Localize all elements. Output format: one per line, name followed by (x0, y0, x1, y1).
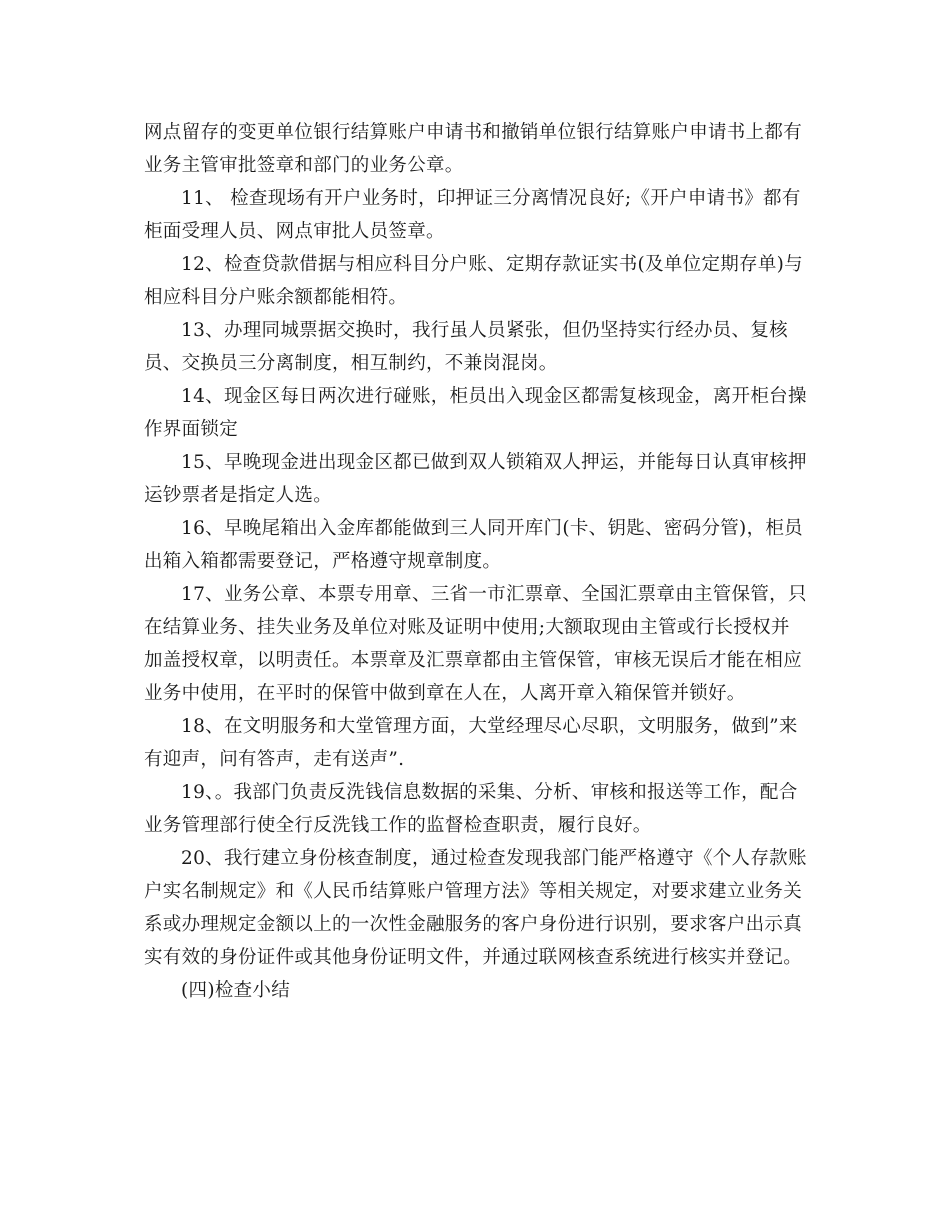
document-body (144, 116, 808, 1007)
paragraph-item-19: 19、。我部门负责反洗钱信息数据的采集、分析、审核和报送等工作，配合业务管理部行使全行反洗钱工作的监督检查职责，履行良好。 (144, 782, 798, 836)
paragraph-continuation: 网点留存的变更单位银行结算账户申请书和撤销单位银行结算账户申请书上都有业务主管审批签章和部门的业务公章。 (144, 122, 803, 176)
section-heading: (四)检查小结 (181, 980, 291, 1001)
paragraph-item-15: 15、早晚现金进出现金区都已做到双人锁箱双人押运，并能每日认真审核押运钞票者是指定人选。 (144, 452, 807, 506)
paragraph-item-11: 11、 检查现场有开户业务时，印押证三分离情况良好;《开户申请书》都有柜面受理人员、网点审批人员签章。 (144, 188, 801, 242)
paragraph-item-13: 13、办理同城票据交换时，我行虽人员紧张，但仍坚持实行经办员、复核员、交换员三分离制度，相互制约，不兼岗混岗。 (144, 320, 788, 374)
paragraph-item-16: 16、早晚尾箱出入金库都能做到三人同开库门(卡、钥匙、密码分管)，柜员出箱入箱都需要登记，严格遵守规章制度。 (144, 518, 803, 572)
paragraph-item-20: 20、我行建立身份核查制度，通过检查发现我部门能严格遵守《个人存款账户实名制规定》和《人民币结算账户管理方法》等相关规定，对要求建立业务关系或办理规定金额以上的一次性金融服务的客户身份进行识别，要求客户出示真实有效的身份证件或其他身份证明文件，并通过联网核查系统进行核实并登记。 (144, 848, 807, 968)
paragraph-item-12: 12、检查贷款借据与相应科目分户账、定期存款证实书(及单位定期存单)与相应科目分户账余额都能相符。 (144, 254, 803, 308)
paragraph-item-14: 14、现金区每日两次进行碰账，柜员出入现金区都需复核现金，离开柜台操作界面锁定 (144, 386, 807, 440)
paragraph-item-17: 17、业务公章、本票专用章、三省一市汇票章、全国汇票章由主管保管，只在结算业务、挂失业务及单位对账及证明中使用;大额取现由主管或行长授权并加盖授权章，以明责任。本票章及汇票章都由主管保管，审核无误后才能在相应业务中使用，在平时的保管中做到章在人在，人离开章入箱保管并锁好。 (144, 584, 807, 704)
paragraph-item-18: 18、在文明服务和大堂管理方面，大堂经理尽心尽职，文明服务，做到”来有迎声，问有答声，走有送声”. (144, 716, 798, 770)
